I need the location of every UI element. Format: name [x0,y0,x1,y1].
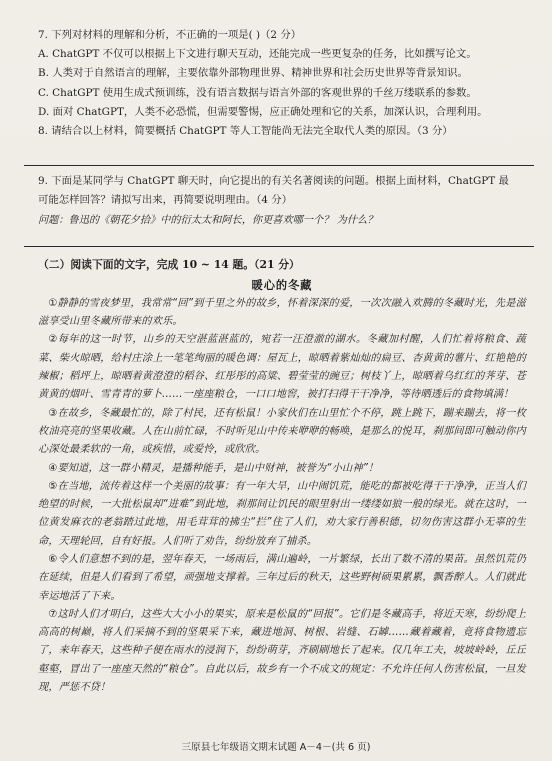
essay-paragraph-2: ②每年的这一时节，山乡的天空湛蓝湛蓝的，宛若一汪澄澈的湖水。冬藏加村醒，人们忙着将粮食、蔬菜、柴火晾晒，给村庄涂上一笔笔绚丽的暖色调：屋瓦上，晾晒着紫灿灿的扁豆、杏黄黄的薯片、红艳艳的辣椒；稻坪上，晾晒着黄澄澄的稻谷、红彤彤的高粱、碧莹莹的豌豆；树枝丫上，晾晒着乌红红的荠芽、苍黄黄的烟叶、雪青青的萝卜……一座座粮仓，一口口地窖，被打扫得干干净净，等待晒透后的食物填满！ [38,334,526,401]
q7-stem: 7. 下列对材料的理解和分析，不正确的一项是( )（2 分） [38,29,302,41]
q9-stem-line1: 9. 下面是某同学与 ChatGPT 聊天时，向它提出的有关名著阅读的问题。根据上面材料，ChatGPT 最 [38,175,509,188]
section-heading: （二）阅读下面的文字，完成 10 ~ 14 题。（21 分） [38,257,300,271]
q8-stem: 8. 请结合以上材料，简要概括 ChatGPT 等人工智能尚无法完全取代人类的原因。（3 分） [38,125,453,138]
essay-title: 暖心的冬藏 [251,277,313,292]
essay-paragraph-7: ⑦这时人们才明白，这些大大小小的果实，原来是松鼠的“回报”。它们是冬藏高手，将近天寒，纷纷爬上高高的树巅，将人们采摘不到的坚果采下来，藏进地洞、树根、岩缝、石罅……藏着藏着，竟将食物遗忘了，来年春天，这些种子便在雨水的浸润下，纷纷萌芽，齐刷刷地长了起来。仅几年工夫，坡坡岭岭，丘丘壑壑，冒出了一座座天然的“粮仓”。自此以后，故乡有一个不成文的规定：不允许任何人伤害松鼠，一旦发现，严惩不贷！ [38,608,526,694]
q7-option-b: B. 人类对于自然语言的理解，主要依靠外部物理世界、精神世界和社会历史世界等背景知识。 [38,67,468,80]
essay-paragraph-6: ⑥令人们意想不到的是，翌年春天，一场雨后，满山遍岭，一片繁绿，长出了数不清的果苗。虽然饥荒仍在延续，但是人们看到了希望，顽强地支撑着。三年过后的秋天，这些野树硕果累累，飘香醉人。人们就此幸运地活了下来。 [38,553,526,602]
q9-question: 问题：鲁迅的《朝花夕拾》中的衍太太和阿长，你更喜欢哪一个？ 为什么？ [38,214,378,226]
q7-option-c: C. ChatGPT 使用生成式预训练，没有语言数据与语言外部的客观世界的千丝万缕联系的参数。 [38,86,477,99]
page-footer: 三原县七年级语文期末试题 A－4－(共 6 页) [181,742,371,753]
q7-option-d: D. 面对 ChatGPT，人类不必恐慌，但需要警惕，应正确处理和它的关系，加深认识，合理利用。 [38,105,488,118]
essay-paragraph-1: ①静静的雪夜梦里，我常常“回”到千里之外的故乡，怀着深深的爱，一次次融入欢腾的冬藏时光，先是滋滋享受山里冬藏所带来的欢乐。 [38,297,526,328]
q9-stem-line2: 可能怎样回答？请拟写出来，再简要说明理由。（4 分） [38,194,293,207]
essay-paragraph-4: ④要知道，这一群小精灵，是播种能手，是山中财神，被誉为“小山神”！ [48,462,379,474]
q7-option-a: A. ChatGPT 不仅可以根据上下文进行聊天互动，还能完成一些更复杂的任务，比如撰写论文。 [38,48,477,61]
essay-paragraph-3: ③在故乡，冬藏最忙的，除了村民，还有松鼠！小家伙们在山里忙个不停，跳上跳下，蹦来蹦去，将一枚枚油亮亮的坚果收藏。人在山前忙碌，不时听见山中传来咿咿的畅唤，是那么的悦耳，刹那间即可触动你内心深处最柔软的一角，或疾惜，或爱怜，或欣欣。 [38,407,526,456]
essay-paragraph-5: ⑤在当地，流传着这样一个美丽的故事：有一年大旱，山中闹饥荒，能吃的都被吃得干干净净，正当人们绝望的时候，一大批松鼠却“进难”到此地，刹那间让饥民的眼里射出一缕缕如狼一般的绿光。就在这时，一位黄发麻衣的老翁踏过此地，用毛茸茸的拂尘“拦”住了人们，劝大家行善积德，切勿伤害这群小无辜的生命，天理轮回，自有好报。人们听了劝告，纷纷放弃了捕杀。 [38,480,526,547]
